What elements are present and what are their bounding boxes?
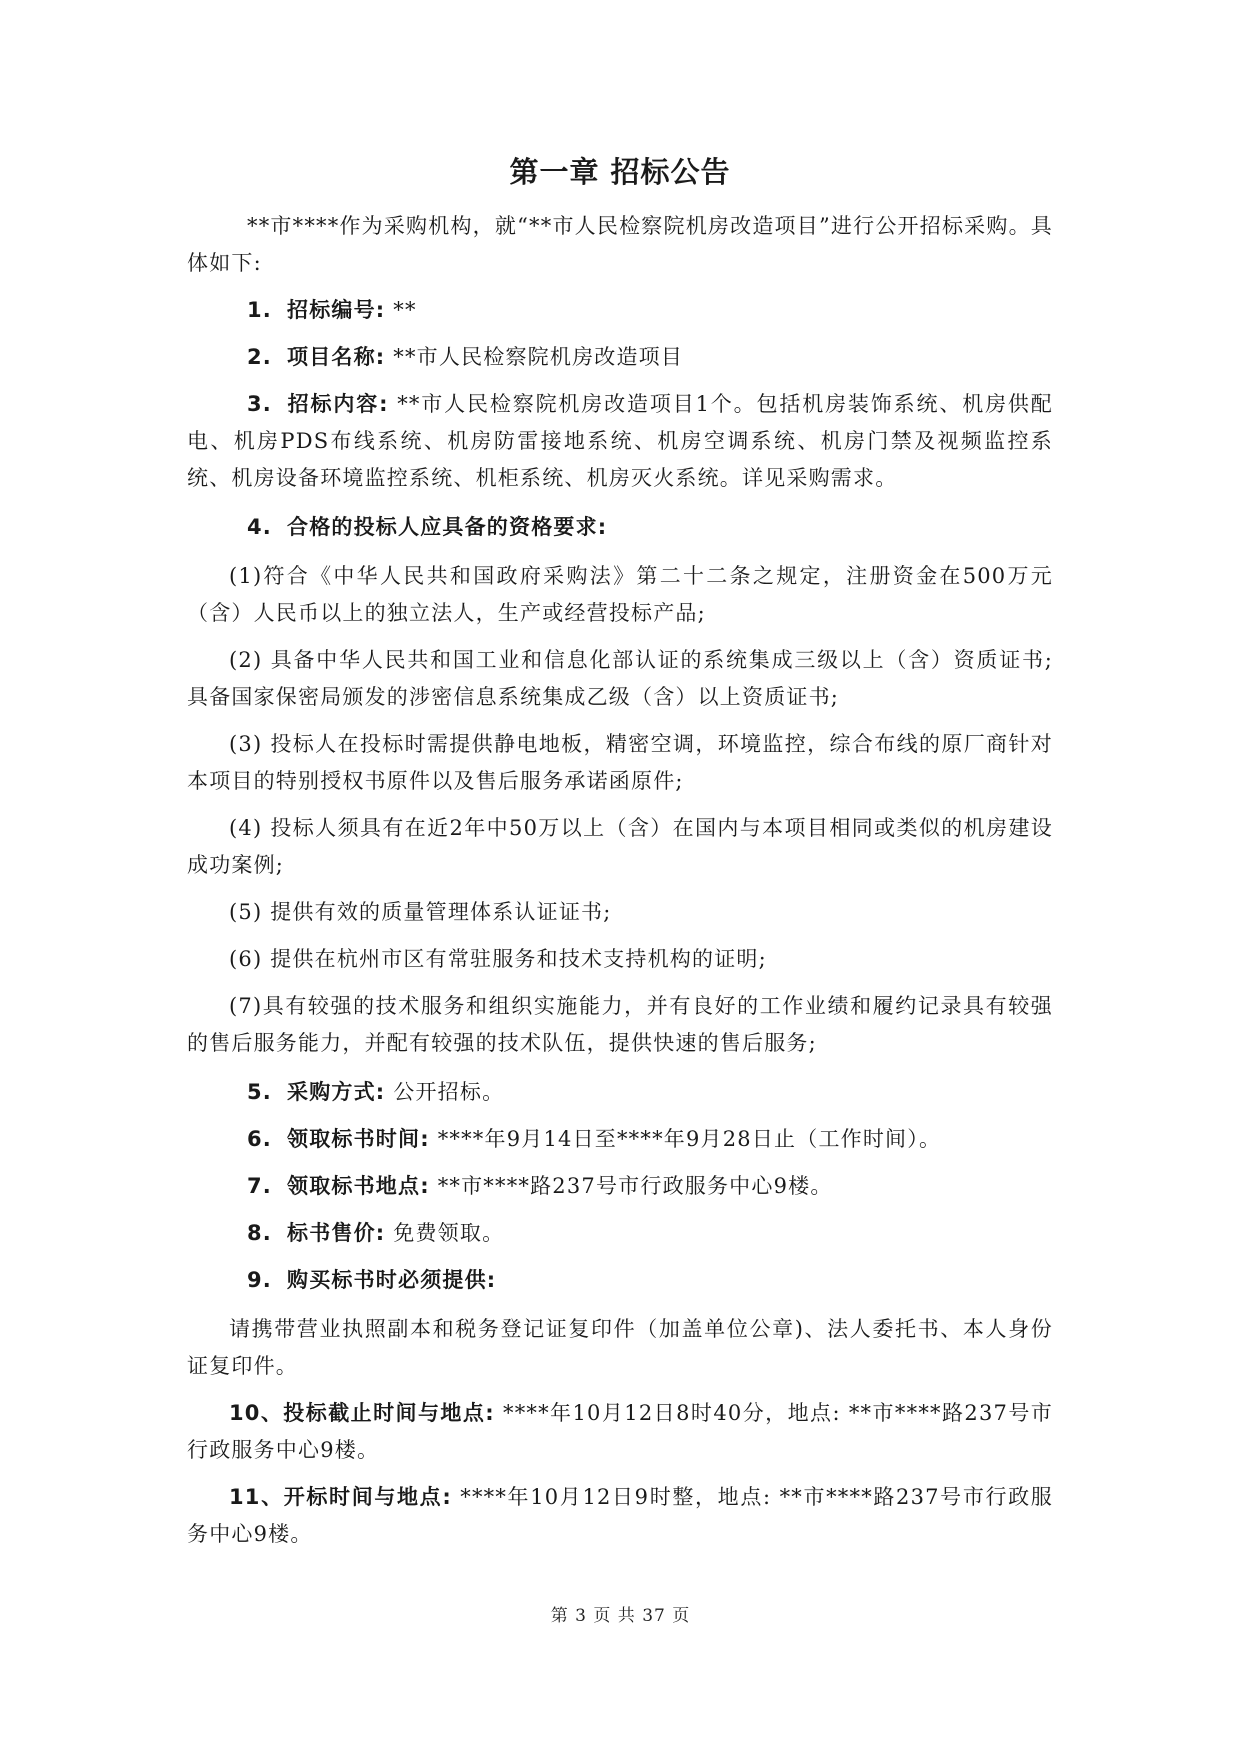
qualification-3: (3) 投标人在投标时需提供静电地板，精密空调，环境监控，综合布线的原厂商针对本项目的特别授权书原件以及售后服务承诺函原件; xyxy=(187,732,1053,793)
intro-paragraph: **市****作为采购机构，就“**市人民检察院机房改造项目”进行公开招标采购。具体如下: xyxy=(187,214,1053,275)
required-documents-text: 请携带营业执照副本和税务登记证复印件（加盖单位公章)、法人委托书、本人身份证复印件。 xyxy=(187,1317,1053,1378)
item-bid-opening xyxy=(187,1479,1053,1553)
qualification-7: (7)具有较强的技术服务和组织实施能力，并有良好的工作业绩和履约记录具有较强的售后服务能力，并配有较强的技术队伍，提供快速的售后服务; xyxy=(187,994,1053,1055)
qualification-6: (6) 提供在杭州市区有常驻服务和技术支持机构的证明; xyxy=(229,947,767,971)
item-label: 领取标书地点: xyxy=(287,1174,430,1198)
item-value: ****年10月12日8时40分，地点: **市****路237号市行政服务中心9楼。 xyxy=(187,1401,1053,1462)
item-procurement-method xyxy=(187,1074,1053,1111)
item-label: 领取标书时间: xyxy=(287,1127,430,1151)
item-value: ****年9月14日至****年9月28日止（工作时间）。 xyxy=(429,1127,942,1151)
item-value: 公开招标。 xyxy=(385,1080,505,1104)
page-number-footer: 第 3 页 共 37 页 xyxy=(550,1606,691,1626)
item-bid-content xyxy=(187,386,1053,497)
item-label: 招标编号: xyxy=(287,298,386,322)
qualification-4: (4) 投标人须具有在近2年中50万以上（含）在国内与本项目相同或类似的机房建设成功案例; xyxy=(187,816,1053,877)
item-label: 采购方式: xyxy=(287,1080,386,1104)
item-project-name xyxy=(187,339,1053,376)
item-value: **市人民检察院机房改造项目1个。包括机房装饰系统、机房供配电、机房PDS布线系统、机房防雷接地系统、机房空调系统、机房门禁及视频监控系统、机房设备环境监控系统、机柜系统、机房灭火系统。详见采购需求。 xyxy=(187,392,1053,490)
item-number: 8. xyxy=(247,1221,272,1245)
item-number: 3. xyxy=(247,392,272,416)
item-label: 合格的投标人应具备的资格要求: xyxy=(287,515,608,539)
item-number: 4. xyxy=(247,515,272,539)
item-value: 免费领取。 xyxy=(385,1221,505,1245)
qualification-5: (5) 提供有效的质量管理体系认证证书; xyxy=(229,900,612,924)
item-label: 11、开标时间与地点: xyxy=(229,1485,452,1509)
item-bid-number xyxy=(187,292,1053,329)
chapter-title: 第一章 招标公告 xyxy=(509,155,731,189)
item-label: 项目名称: xyxy=(287,345,386,369)
item-collection-time xyxy=(187,1121,1053,1158)
qualification-1: (1)符合《中华人民共和国政府采购法》第二十二条之规定，注册资金在500万元（含）人民币以上的独立法人，生产或经营投标产品; xyxy=(187,564,1053,625)
item-value: ** xyxy=(385,298,417,322)
item-collection-place xyxy=(187,1168,1053,1205)
item-label: 10、投标截止时间与地点: xyxy=(229,1401,495,1425)
qualification-2: (2) 具备中华人民共和国工业和信息化部认证的系统集成三级以上（含）资质证书; 具备国家保密局颁发的涉密信息系统集成乙级（含）以上资质证书; xyxy=(187,648,1053,709)
item-qualification-heading xyxy=(187,509,1053,546)
item-document-price xyxy=(187,1215,1053,1252)
item-number: 6. xyxy=(247,1127,272,1151)
document-body xyxy=(187,150,1053,1553)
item-bid-deadline xyxy=(187,1395,1053,1469)
item-number: 9. xyxy=(247,1268,272,1292)
item-label: 购买标书时必须提供: xyxy=(287,1268,497,1292)
item-number: 7. xyxy=(247,1174,272,1198)
item-label: 标书售价: xyxy=(287,1221,386,1245)
item-value: **市****路237号市行政服务中心9楼。 xyxy=(429,1174,833,1198)
item-value: ****年10月12日9时整，地点: **市****路237号市行政服务中心9楼。 xyxy=(187,1485,1053,1546)
item-number: 5. xyxy=(247,1080,272,1104)
item-number: 1. xyxy=(247,298,272,322)
item-required-documents xyxy=(187,1262,1053,1299)
item-value: **市人民检察院机房改造项目 xyxy=(385,345,684,369)
item-label: 招标内容: xyxy=(287,392,389,416)
item-number: 2. xyxy=(247,345,272,369)
